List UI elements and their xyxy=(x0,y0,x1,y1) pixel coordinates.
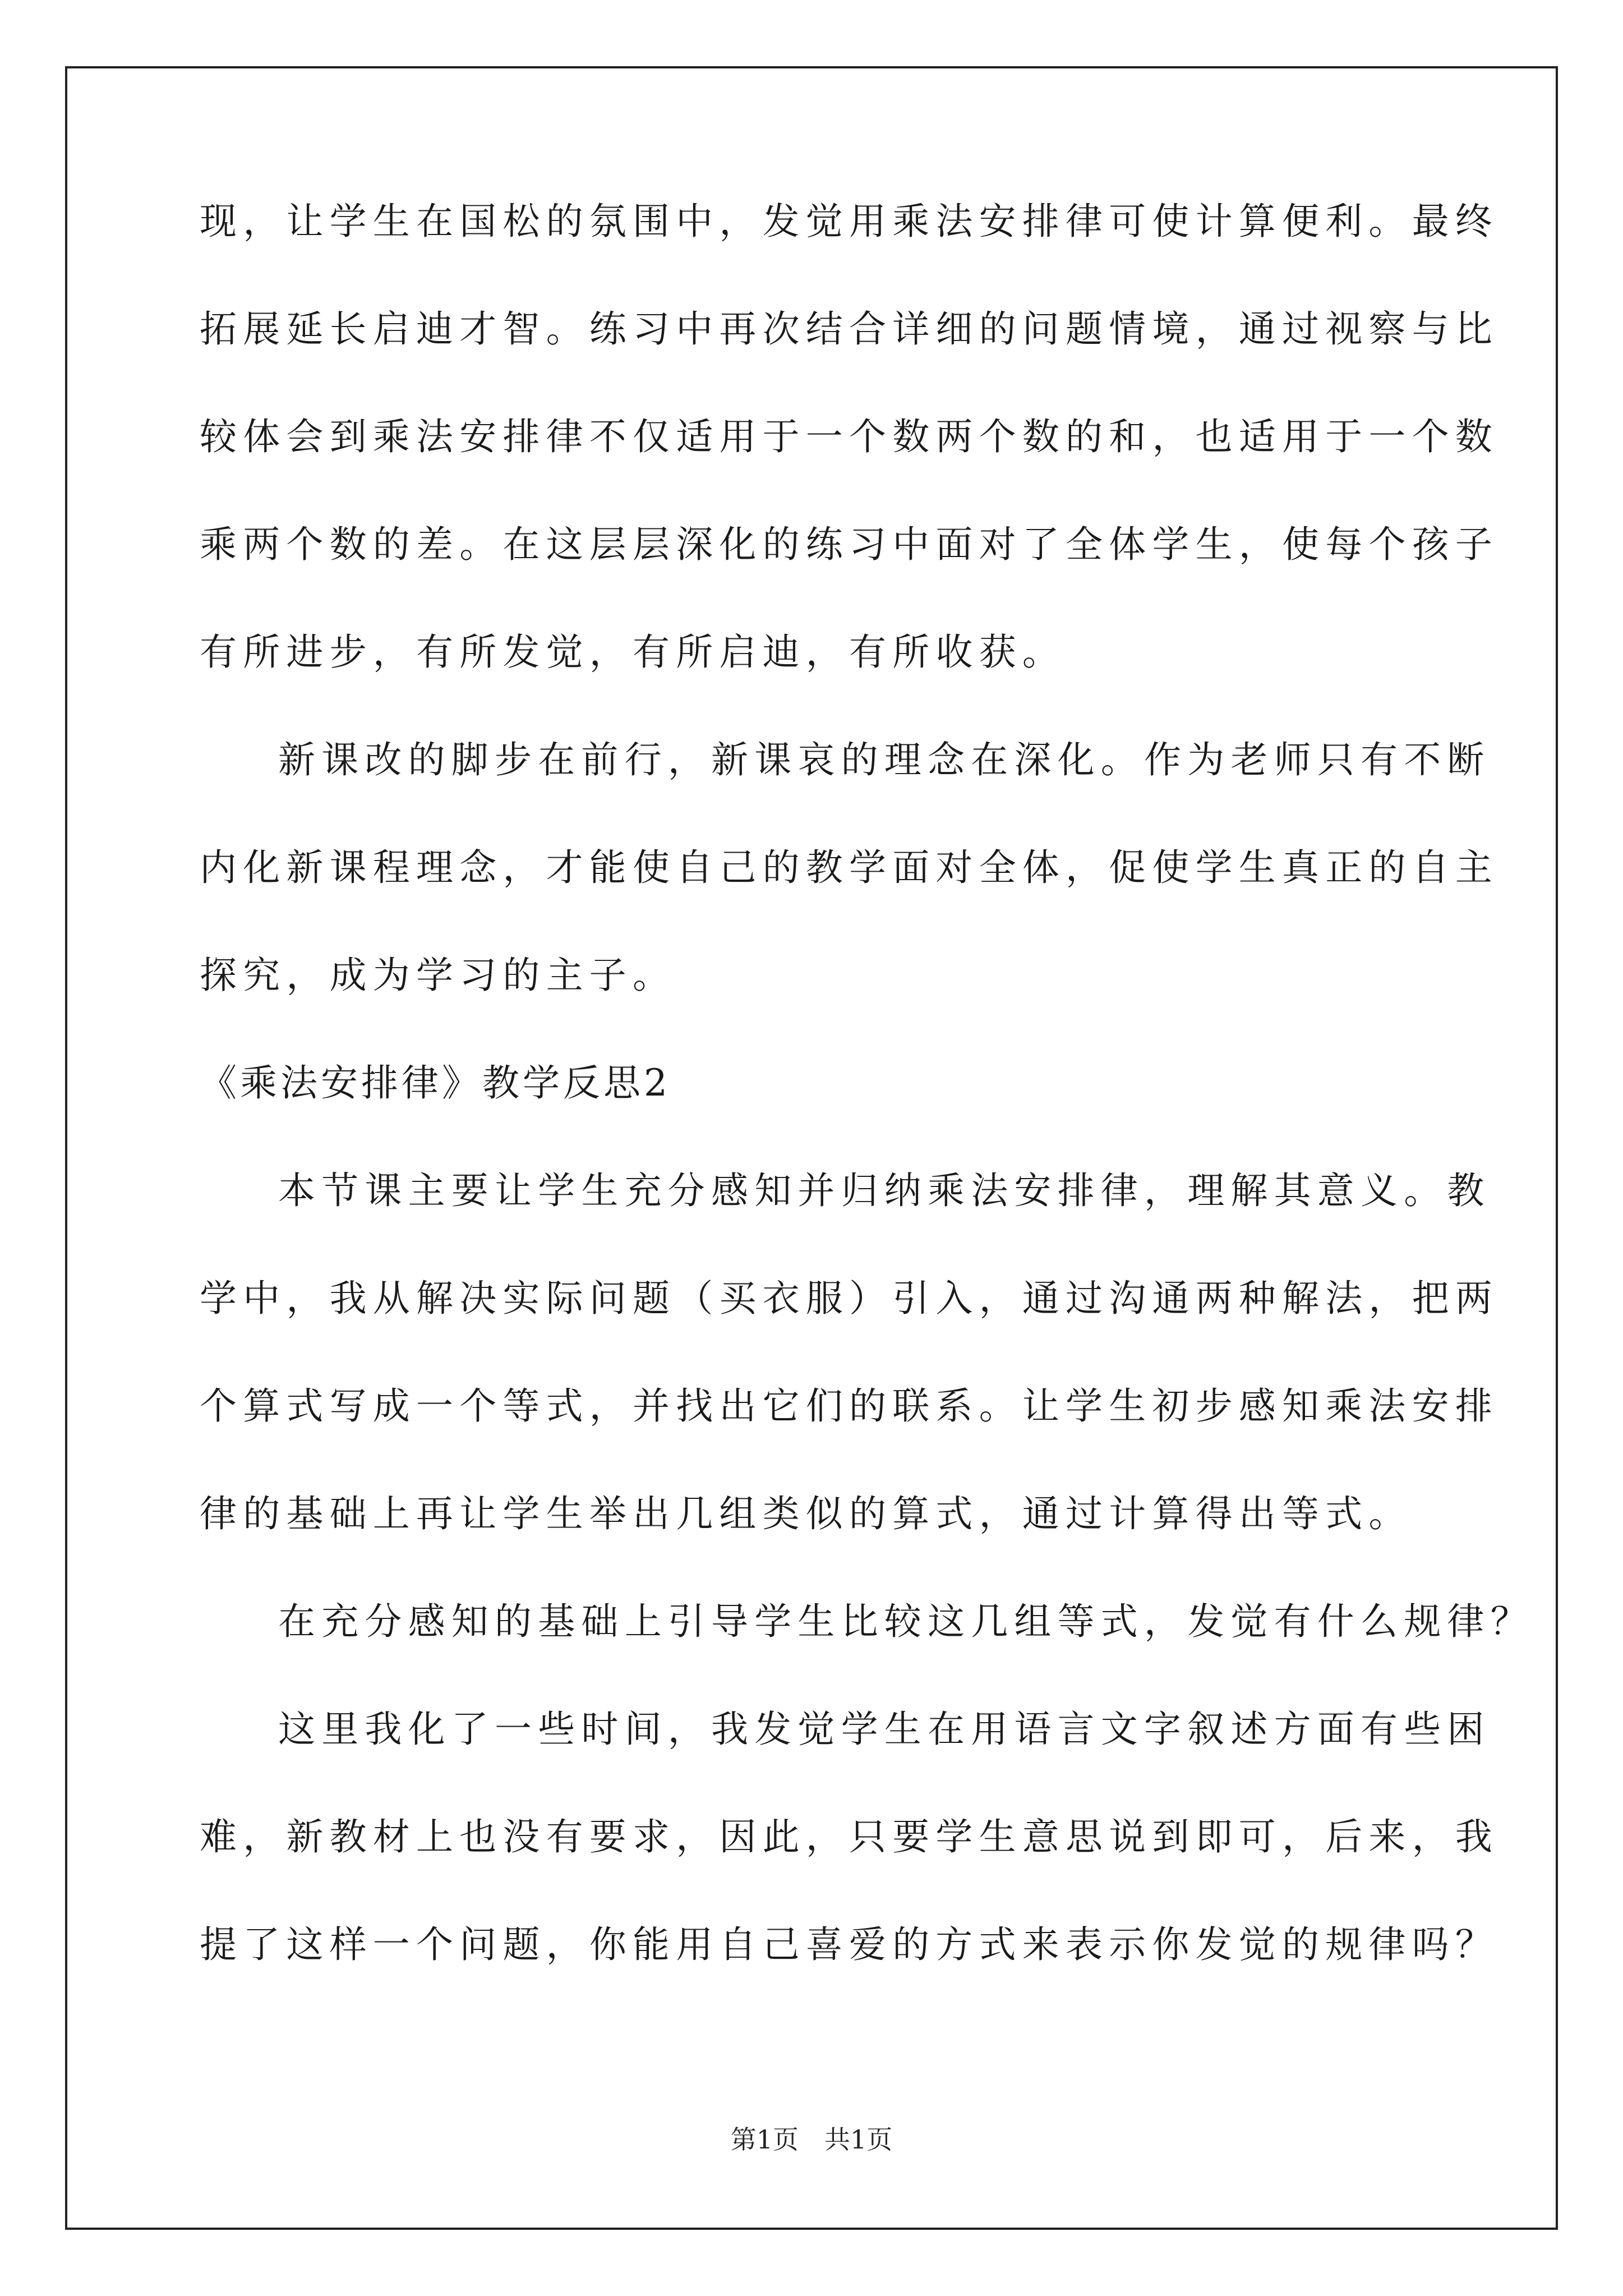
text-line: 新课改的脚步在前行，新课哀的理念在深化。作为老师只有不断 xyxy=(278,738,1491,781)
page-border xyxy=(65,66,1558,2230)
text-line: 律的基础上再让学生举出几组类似的算式，通过计算得出等式。 xyxy=(200,1492,1412,1535)
text-line: 内化新课程理念，才能使自己的教学面对全体，促使学生真正的自主 xyxy=(200,846,1498,889)
text-line: 现，让学生在国松的氛围中，发觉用乘法安排律可使计算便利。最终 xyxy=(200,200,1498,243)
text-line: 拓展延长启迪才智。练习中再次结合详细的问题情境，通过视察与比 xyxy=(200,307,1498,351)
text-line: 在充分感知的基础上引导学生比较这几组等式，发觉有什么规律？ xyxy=(278,1600,1534,1643)
text-line: 学中，我从解决实际问题（买衣服）引入，通过沟通两种解法，把两 xyxy=(200,1277,1498,1320)
text-line: 这里我化了一些时间，我发觉学生在用语言文字叙述方面有些困 xyxy=(278,1708,1491,1751)
text-line: 有所进步，有所发觉，有所启迪，有所收获。 xyxy=(200,631,1066,674)
section-heading: 《乘法安排律》教学反思2 xyxy=(200,1061,671,1105)
text-line: 乘两个数的差。在这层层深化的练习中面对了全体学生，使每个孩子 xyxy=(200,523,1498,566)
text-line: 个算式写成一个等式，并找出它们的联系。让学生初步感知乘法安排 xyxy=(200,1384,1498,1428)
text-line: 本节课主要让学生充分感知并归纳乘法安排律，理解其意义。教 xyxy=(278,1169,1491,1212)
text-line: 探究，成为学习的主子。 xyxy=(200,954,676,997)
text-line: 提了这样一个问题，你能用自己喜爱的方式来表示你发觉的规律吗？ xyxy=(200,1923,1498,1966)
text-line: 难，新教材上也没有要求，因此，只要学生意思说到即可，后来，我 xyxy=(200,1815,1498,1858)
page-footer: 第1页 共1页 xyxy=(730,2124,893,2155)
text-line: 较体会到乘法安排律不仅适用于一个数两个数的和，也适用于一个数 xyxy=(200,415,1498,458)
